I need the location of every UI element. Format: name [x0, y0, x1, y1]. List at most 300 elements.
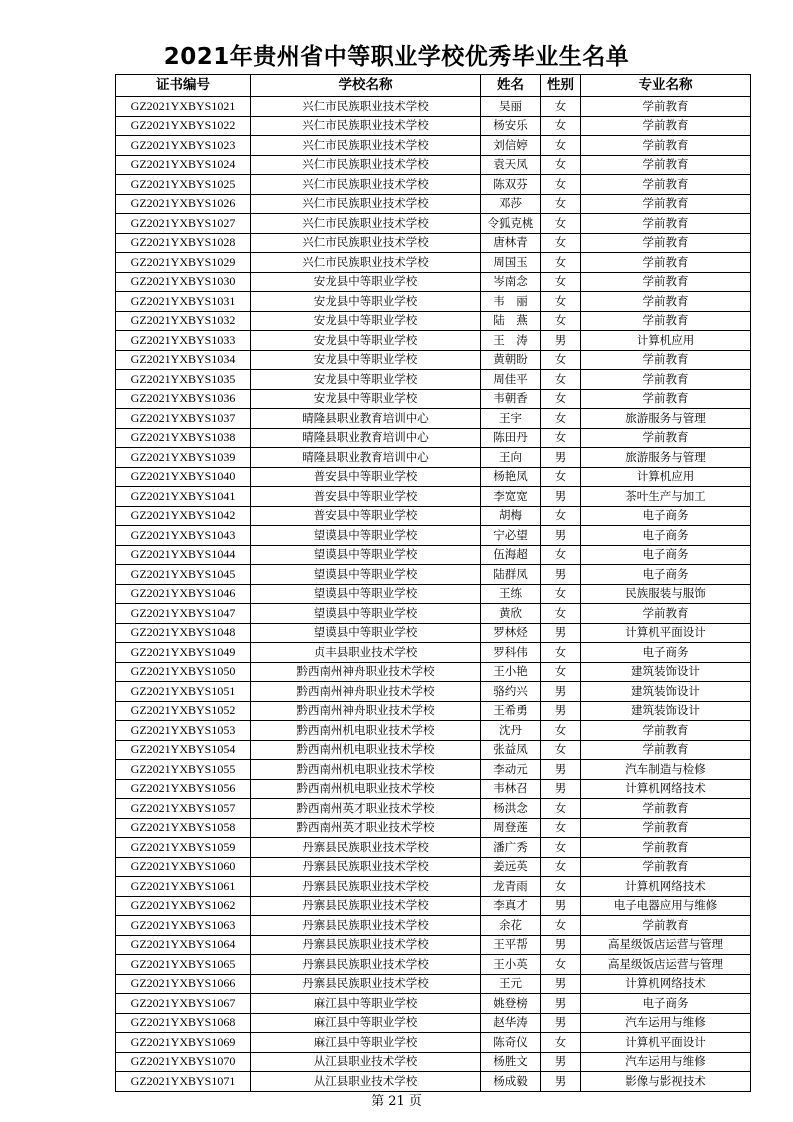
- cell-certificate-number: GZ2021YXBYS1031: [116, 292, 251, 312]
- cell-certificate-number: GZ2021YXBYS1053: [116, 721, 251, 741]
- cell-gender: 女: [541, 740, 581, 760]
- cell-student-name: 王 涛: [481, 331, 541, 351]
- cell-student-name: 杨成毅: [481, 1072, 541, 1092]
- cell-student-name: 陆 燕: [481, 311, 541, 331]
- cell-certificate-number: GZ2021YXBYS1036: [116, 389, 251, 409]
- cell-certificate-number: GZ2021YXBYS1054: [116, 740, 251, 760]
- table-row: [116, 487, 751, 507]
- cell-gender: 男: [541, 1072, 581, 1092]
- cell-certificate-number: GZ2021YXBYS1049: [116, 643, 251, 663]
- cell-certificate-number: GZ2021YXBYS1026: [116, 194, 251, 214]
- table-row: [116, 779, 751, 799]
- cell-certificate-number: GZ2021YXBYS1025: [116, 175, 251, 195]
- cell-student-name: 陈奇仪: [481, 1033, 541, 1053]
- table-row: [116, 662, 751, 682]
- table-row: [116, 682, 751, 702]
- cell-school-name: 丹寨县民族职业技术学校: [251, 916, 481, 936]
- cell-certificate-number: GZ2021YXBYS1024: [116, 155, 251, 175]
- cell-major: 学前教育: [581, 194, 751, 214]
- cell-school-name: 兴仁市民族职业技术学校: [251, 155, 481, 175]
- cell-gender: 男: [541, 760, 581, 780]
- table-row: [116, 760, 751, 780]
- table-row: [116, 175, 751, 195]
- cell-student-name: 吴丽: [481, 97, 541, 117]
- cell-gender: 男: [541, 1052, 581, 1072]
- cell-major: 电子电器应用与维修: [581, 896, 751, 916]
- cell-student-name: 周登莲: [481, 818, 541, 838]
- cell-gender: 女: [541, 97, 581, 117]
- cell-student-name: 胡梅: [481, 506, 541, 526]
- cell-student-name: 余花: [481, 916, 541, 936]
- cell-major: 高星级饭店运营与管理: [581, 955, 751, 975]
- cell-student-name: 陆群凤: [481, 565, 541, 585]
- cell-student-name: 唐林青: [481, 233, 541, 253]
- cell-major: 电子商务: [581, 994, 751, 1014]
- cell-gender: 女: [541, 389, 581, 409]
- cell-gender: 女: [541, 116, 581, 136]
- cell-student-name: 邓莎: [481, 194, 541, 214]
- cell-certificate-number: GZ2021YXBYS1045: [116, 565, 251, 585]
- cell-certificate-number: GZ2021YXBYS1052: [116, 701, 251, 721]
- cell-gender: 女: [541, 604, 581, 624]
- cell-certificate-number: GZ2021YXBYS1067: [116, 994, 251, 1014]
- cell-student-name: 杨安乐: [481, 116, 541, 136]
- cell-major: 电子商务: [581, 506, 751, 526]
- cell-major: 汽车制造与检修: [581, 760, 751, 780]
- cell-school-name: 麻江县中等职业学校: [251, 1033, 481, 1053]
- cell-major: 汽车运用与维修: [581, 1013, 751, 1033]
- cell-major: 计算机应用: [581, 331, 751, 351]
- cell-student-name: 姚登榜: [481, 994, 541, 1014]
- cell-major: 学前教育: [581, 916, 751, 936]
- cell-certificate-number: GZ2021YXBYS1037: [116, 409, 251, 429]
- table-row: [116, 955, 751, 975]
- cell-gender: 女: [541, 253, 581, 273]
- cell-certificate-number: GZ2021YXBYS1027: [116, 214, 251, 234]
- table-row: [116, 740, 751, 760]
- cell-student-name: 周佳平: [481, 370, 541, 390]
- cell-certificate-number: GZ2021YXBYS1044: [116, 545, 251, 565]
- cell-student-name: 李宽宽: [481, 487, 541, 507]
- table-row: [116, 1013, 751, 1033]
- cell-student-name: 王练: [481, 584, 541, 604]
- cell-gender: 男: [541, 331, 581, 351]
- cell-major: 学前教育: [581, 838, 751, 858]
- cell-major: 学前教育: [581, 389, 751, 409]
- cell-student-name: 陈田丹: [481, 428, 541, 448]
- header-major: 专业名称: [581, 75, 751, 97]
- cell-school-name: 贞丰县职业技术学校: [251, 643, 481, 663]
- document-title: 2021年贵州省中等职业学校优秀毕业生名单: [163, 44, 630, 70]
- cell-certificate-number: GZ2021YXBYS1021: [116, 97, 251, 117]
- table-row: [116, 623, 751, 643]
- cell-certificate-number: GZ2021YXBYS1070: [116, 1052, 251, 1072]
- cell-certificate-number: GZ2021YXBYS1071: [116, 1072, 251, 1092]
- cell-gender: 男: [541, 896, 581, 916]
- cell-gender: 女: [541, 214, 581, 234]
- cell-major: 学前教育: [581, 818, 751, 838]
- cell-school-name: 普安县中等职业学校: [251, 506, 481, 526]
- cell-school-name: 丹寨县民族职业技术学校: [251, 935, 481, 955]
- cell-major: 学前教育: [581, 214, 751, 234]
- table-row: [116, 194, 751, 214]
- cell-school-name: 望谟县中等职业学校: [251, 584, 481, 604]
- cell-certificate-number: GZ2021YXBYS1068: [116, 1013, 251, 1033]
- table-row: [116, 467, 751, 487]
- cell-school-name: 黔西南州机电职业技术学校: [251, 740, 481, 760]
- table-row: [116, 643, 751, 663]
- cell-gender: 女: [541, 194, 581, 214]
- table-row: [116, 604, 751, 624]
- table-row: [116, 701, 751, 721]
- cell-major: 学前教育: [581, 136, 751, 156]
- cell-student-name: 杨胜文: [481, 1052, 541, 1072]
- cell-major: 学前教育: [581, 233, 751, 253]
- cell-student-name: 韦朝香: [481, 389, 541, 409]
- cell-major: 电子商务: [581, 526, 751, 546]
- cell-student-name: 沈丹: [481, 721, 541, 741]
- cell-major: 学前教育: [581, 370, 751, 390]
- cell-school-name: 安龙县中等职业学校: [251, 331, 481, 351]
- cell-gender: 男: [541, 701, 581, 721]
- cell-certificate-number: GZ2021YXBYS1029: [116, 253, 251, 273]
- cell-gender: 女: [541, 721, 581, 741]
- cell-student-name: 岑南念: [481, 272, 541, 292]
- cell-school-name: 兴仁市民族职业技术学校: [251, 253, 481, 273]
- cell-student-name: 王向: [481, 448, 541, 468]
- cell-school-name: 黔西南州机电职业技术学校: [251, 760, 481, 780]
- cell-major: 学前教育: [581, 116, 751, 136]
- cell-gender: 女: [541, 175, 581, 195]
- cell-student-name: 宁必望: [481, 526, 541, 546]
- cell-gender: 女: [541, 136, 581, 156]
- table-row: [116, 1072, 751, 1092]
- cell-student-name: 黄欣: [481, 604, 541, 624]
- cell-major: 电子商务: [581, 565, 751, 585]
- cell-certificate-number: GZ2021YXBYS1022: [116, 116, 251, 136]
- cell-gender: 男: [541, 974, 581, 994]
- table-row: [116, 448, 751, 468]
- cell-certificate-number: GZ2021YXBYS1039: [116, 448, 251, 468]
- cell-student-name: 赵华涛: [481, 1013, 541, 1033]
- cell-gender: 女: [541, 155, 581, 175]
- cell-student-name: 张益凤: [481, 740, 541, 760]
- header-gender: 性别: [541, 75, 581, 97]
- cell-major: 民族服装与服饰: [581, 584, 751, 604]
- cell-certificate-number: GZ2021YXBYS1066: [116, 974, 251, 994]
- cell-student-name: 周国玉: [481, 253, 541, 273]
- cell-gender: 女: [541, 1033, 581, 1053]
- cell-major: 茶叶生产与加工: [581, 487, 751, 507]
- cell-certificate-number: GZ2021YXBYS1023: [116, 136, 251, 156]
- cell-major: 计算机网络技术: [581, 779, 751, 799]
- cell-school-name: 安龙县中等职业学校: [251, 292, 481, 312]
- table-row: [116, 545, 751, 565]
- header-student-name: 姓名: [481, 75, 541, 97]
- cell-major: 建筑装饰设计: [581, 701, 751, 721]
- cell-school-name: 黔西南州神舟职业技术学校: [251, 662, 481, 682]
- cell-school-name: 望谟县中等职业学校: [251, 526, 481, 546]
- table-row: [116, 565, 751, 585]
- cell-major: 旅游服务与管理: [581, 409, 751, 429]
- cell-gender: 女: [541, 955, 581, 975]
- cell-gender: 男: [541, 935, 581, 955]
- cell-certificate-number: GZ2021YXBYS1048: [116, 623, 251, 643]
- table-row: [116, 292, 751, 312]
- cell-gender: 女: [541, 311, 581, 331]
- cell-major: 建筑装饰设计: [581, 662, 751, 682]
- cell-gender: 女: [541, 272, 581, 292]
- cell-student-name: 杨洪念: [481, 799, 541, 819]
- cell-gender: 女: [541, 292, 581, 312]
- cell-student-name: 陈双芬: [481, 175, 541, 195]
- cell-major: 学前教育: [581, 604, 751, 624]
- cell-student-name: 王元: [481, 974, 541, 994]
- cell-school-name: 黔西南州神舟职业技术学校: [251, 682, 481, 702]
- table-row: [116, 136, 751, 156]
- cell-major: 学前教育: [581, 292, 751, 312]
- cell-major: 学前教育: [581, 253, 751, 273]
- cell-student-name: 伍海超: [481, 545, 541, 565]
- cell-gender: 男: [541, 779, 581, 799]
- table-header-row: [116, 75, 751, 97]
- cell-certificate-number: GZ2021YXBYS1043: [116, 526, 251, 546]
- cell-certificate-number: GZ2021YXBYS1030: [116, 272, 251, 292]
- table-row: [116, 116, 751, 136]
- cell-major: 计算机网络技术: [581, 974, 751, 994]
- cell-gender: 女: [541, 838, 581, 858]
- table-row: [116, 896, 751, 916]
- cell-school-name: 兴仁市民族职业技术学校: [251, 233, 481, 253]
- cell-school-name: 安龙县中等职业学校: [251, 389, 481, 409]
- cell-certificate-number: GZ2021YXBYS1028: [116, 233, 251, 253]
- cell-certificate-number: GZ2021YXBYS1035: [116, 370, 251, 390]
- cell-student-name: 王希勇: [481, 701, 541, 721]
- cell-gender: 男: [541, 565, 581, 585]
- cell-school-name: 望谟县中等职业学校: [251, 545, 481, 565]
- table-row: [116, 409, 751, 429]
- table-row: [116, 253, 751, 273]
- cell-certificate-number: GZ2021YXBYS1040: [116, 467, 251, 487]
- cell-school-name: 麻江县中等职业学校: [251, 994, 481, 1014]
- cell-school-name: 兴仁市民族职业技术学校: [251, 136, 481, 156]
- cell-gender: 女: [541, 545, 581, 565]
- table-row: [116, 721, 751, 741]
- cell-gender: 男: [541, 448, 581, 468]
- cell-student-name: 王小艳: [481, 662, 541, 682]
- cell-major: 旅游服务与管理: [581, 448, 751, 468]
- cell-student-name: 韦 丽: [481, 292, 541, 312]
- table-row: [116, 818, 751, 838]
- table-row: [116, 916, 751, 936]
- cell-gender: 女: [541, 370, 581, 390]
- cell-major: 电子商务: [581, 545, 751, 565]
- cell-school-name: 望谟县中等职业学校: [251, 565, 481, 585]
- cell-certificate-number: GZ2021YXBYS1032: [116, 311, 251, 331]
- table-row: [116, 97, 751, 117]
- cell-major: 学前教育: [581, 155, 751, 175]
- table-row: [116, 994, 751, 1014]
- table-row: [116, 526, 751, 546]
- cell-school-name: 麻江县中等职业学校: [251, 1013, 481, 1033]
- cell-gender: 女: [541, 467, 581, 487]
- cell-major: 学前教育: [581, 272, 751, 292]
- table-row: [116, 857, 751, 877]
- cell-gender: 女: [541, 877, 581, 897]
- cell-major: 学前教育: [581, 721, 751, 741]
- page-number: 第 21 页: [371, 1094, 422, 1109]
- cell-school-name: 丹寨县民族职业技术学校: [251, 955, 481, 975]
- cell-school-name: 兴仁市民族职业技术学校: [251, 194, 481, 214]
- cell-gender: 女: [541, 643, 581, 663]
- table-row: [116, 370, 751, 390]
- table-row: [116, 877, 751, 897]
- cell-certificate-number: GZ2021YXBYS1069: [116, 1033, 251, 1053]
- table-row: [116, 584, 751, 604]
- cell-gender: 男: [541, 682, 581, 702]
- cell-major: 学前教育: [581, 97, 751, 117]
- cell-gender: 女: [541, 818, 581, 838]
- cell-school-name: 兴仁市民族职业技术学校: [251, 175, 481, 195]
- cell-gender: 男: [541, 994, 581, 1014]
- table-row: [116, 214, 751, 234]
- cell-major: 学前教育: [581, 311, 751, 331]
- cell-gender: 女: [541, 584, 581, 604]
- cell-school-name: 黔西南州神舟职业技术学校: [251, 701, 481, 721]
- cell-certificate-number: GZ2021YXBYS1065: [116, 955, 251, 975]
- cell-student-name: 韦林召: [481, 779, 541, 799]
- cell-school-name: 黔西南州英才职业技术学校: [251, 799, 481, 819]
- cell-certificate-number: GZ2021YXBYS1047: [116, 604, 251, 624]
- table-row: [116, 506, 751, 526]
- cell-student-name: 王小英: [481, 955, 541, 975]
- cell-school-name: 晴隆县职业教育培训中心: [251, 448, 481, 468]
- header-certificate-number: 证书编号: [116, 75, 251, 97]
- cell-school-name: 丹寨县民族职业技术学校: [251, 857, 481, 877]
- cell-gender: 女: [541, 506, 581, 526]
- table-row: [116, 428, 751, 448]
- cell-certificate-number: GZ2021YXBYS1055: [116, 760, 251, 780]
- cell-gender: 女: [541, 233, 581, 253]
- cell-school-name: 望谟县中等职业学校: [251, 604, 481, 624]
- cell-gender: 女: [541, 916, 581, 936]
- table-row: [116, 350, 751, 370]
- cell-student-name: 杨艳凤: [481, 467, 541, 487]
- cell-school-name: 晴隆县职业教育培训中心: [251, 409, 481, 429]
- cell-student-name: 姜远英: [481, 857, 541, 877]
- cell-student-name: 王平帮: [481, 935, 541, 955]
- table-row: [116, 799, 751, 819]
- cell-school-name: 望谟县中等职业学校: [251, 623, 481, 643]
- cell-student-name: 潘广秀: [481, 838, 541, 858]
- table-row: [116, 935, 751, 955]
- cell-major: 学前教育: [581, 857, 751, 877]
- cell-student-name: 王宇: [481, 409, 541, 429]
- cell-gender: 女: [541, 350, 581, 370]
- table-row: [116, 838, 751, 858]
- cell-major: 计算机应用: [581, 467, 751, 487]
- cell-gender: 女: [541, 428, 581, 448]
- table-row: [116, 233, 751, 253]
- cell-student-name: 黄朝盼: [481, 350, 541, 370]
- table-row: [116, 1033, 751, 1053]
- cell-major: 建筑装饰设计: [581, 682, 751, 702]
- cell-certificate-number: GZ2021YXBYS1042: [116, 506, 251, 526]
- cell-school-name: 晴隆县职业教育培训中心: [251, 428, 481, 448]
- cell-school-name: 黔西南州机电职业技术学校: [251, 779, 481, 799]
- cell-major: 学前教育: [581, 350, 751, 370]
- table-row: [116, 311, 751, 331]
- cell-certificate-number: GZ2021YXBYS1056: [116, 779, 251, 799]
- cell-school-name: 兴仁市民族职业技术学校: [251, 116, 481, 136]
- cell-major: 计算机平面设计: [581, 623, 751, 643]
- cell-certificate-number: GZ2021YXBYS1041: [116, 487, 251, 507]
- table-row: [116, 974, 751, 994]
- cell-school-name: 从江县职业技术学校: [251, 1072, 481, 1092]
- header-school-name: 学校名称: [251, 75, 481, 97]
- cell-student-name: 罗林烃: [481, 623, 541, 643]
- cell-certificate-number: GZ2021YXBYS1046: [116, 584, 251, 604]
- cell-school-name: 丹寨县民族职业技术学校: [251, 838, 481, 858]
- cell-certificate-number: GZ2021YXBYS1063: [116, 916, 251, 936]
- cell-school-name: 黔西南州英才职业技术学校: [251, 818, 481, 838]
- cell-school-name: 安龙县中等职业学校: [251, 272, 481, 292]
- cell-certificate-number: GZ2021YXBYS1050: [116, 662, 251, 682]
- cell-major: 汽车运用与维修: [581, 1052, 751, 1072]
- table-row: [116, 155, 751, 175]
- cell-student-name: 袁天凤: [481, 155, 541, 175]
- cell-student-name: 龙青雨: [481, 877, 541, 897]
- cell-student-name: 令狐克桃: [481, 214, 541, 234]
- cell-major: 计算机平面设计: [581, 1033, 751, 1053]
- cell-school-name: 兴仁市民族职业技术学校: [251, 214, 481, 234]
- cell-certificate-number: GZ2021YXBYS1038: [116, 428, 251, 448]
- cell-school-name: 丹寨县民族职业技术学校: [251, 896, 481, 916]
- cell-major: 高星级饭店运营与管理: [581, 935, 751, 955]
- cell-student-name: 罗科伟: [481, 643, 541, 663]
- cell-school-name: 兴仁市民族职业技术学校: [251, 97, 481, 117]
- cell-student-name: 骆约兴: [481, 682, 541, 702]
- cell-school-name: 丹寨县民族职业技术学校: [251, 877, 481, 897]
- cell-school-name: 普安县中等职业学校: [251, 487, 481, 507]
- table-body: [116, 97, 751, 1092]
- cell-major: 电子商务: [581, 643, 751, 663]
- cell-gender: 男: [541, 487, 581, 507]
- cell-gender: 女: [541, 409, 581, 429]
- cell-school-name: 安龙县中等职业学校: [251, 370, 481, 390]
- cell-school-name: 从江县职业技术学校: [251, 1052, 481, 1072]
- cell-gender: 女: [541, 662, 581, 682]
- cell-student-name: 李真才: [481, 896, 541, 916]
- cell-school-name: 安龙县中等职业学校: [251, 350, 481, 370]
- cell-gender: 男: [541, 623, 581, 643]
- table-row: [116, 389, 751, 409]
- cell-gender: 女: [541, 799, 581, 819]
- cell-certificate-number: GZ2021YXBYS1059: [116, 838, 251, 858]
- cell-certificate-number: GZ2021YXBYS1061: [116, 877, 251, 897]
- cell-gender: 女: [541, 857, 581, 877]
- cell-major: 学前教育: [581, 799, 751, 819]
- cell-gender: 男: [541, 1013, 581, 1033]
- cell-certificate-number: GZ2021YXBYS1064: [116, 935, 251, 955]
- cell-certificate-number: GZ2021YXBYS1060: [116, 857, 251, 877]
- cell-student-name: 刘信婷: [481, 136, 541, 156]
- cell-gender: 男: [541, 526, 581, 546]
- cell-major: 学前教育: [581, 740, 751, 760]
- cell-school-name: 丹寨县民族职业技术学校: [251, 974, 481, 994]
- cell-student-name: 李动元: [481, 760, 541, 780]
- cell-school-name: 普安县中等职业学校: [251, 467, 481, 487]
